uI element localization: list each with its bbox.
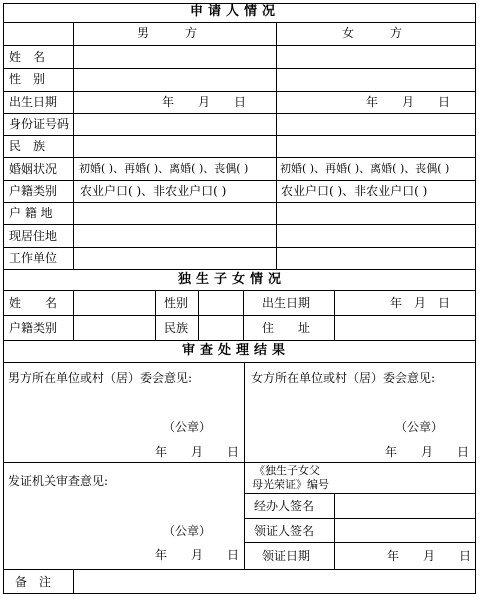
row-label-birthdate: 出生日期: [9, 95, 58, 109]
child-birthdate-format: 年 月 日: [390, 296, 451, 310]
child-hukou-type-label: 户籍类别: [9, 321, 58, 335]
rule: [3, 362, 476, 363]
male-hukou-options: 农业户口( )、非农业户口( ): [80, 184, 227, 198]
section-title-review: 审查处理结果: [182, 343, 291, 358]
male-opinion-label: 男方所在单位或村（居）委会意见:: [8, 371, 193, 385]
rule: [3, 593, 476, 594]
row-label-gender: 性 别: [9, 72, 46, 86]
female-birthdate-format: 年 月 日: [366, 95, 451, 109]
male-marital-options: 初婚( )、再婚( )、离婚( )、丧偶( ): [79, 162, 249, 175]
female-opinion-date: 年 月 日: [385, 445, 470, 459]
handler-sign-label: 经办人签名: [254, 499, 315, 513]
row-label-marital: 婚姻状况: [9, 162, 58, 176]
child-gender-label: 性别: [164, 296, 189, 310]
rule: [244, 518, 476, 519]
female-seal: （公章）: [395, 420, 444, 434]
section-title-child: 独生子女情况: [178, 272, 287, 287]
row-label-workplace: 工作单位: [9, 251, 58, 265]
rule: [244, 493, 476, 494]
female-hukou-options: 农业户口( )、非农业户口( ): [281, 184, 428, 198]
rule: [3, 269, 476, 270]
issuer-opinion-label: 发证机关审查意见:: [8, 474, 109, 488]
rule: [73, 290, 74, 340]
issuer-opinion-date: 年 月 日: [155, 548, 240, 562]
child-birthdate-label: 出生日期: [262, 296, 311, 310]
rule: [475, 3, 476, 594]
rule: [244, 542, 476, 543]
receiver-sign-label: 领证人签名: [254, 524, 315, 538]
child-address-label: 住 址: [262, 321, 311, 335]
row-label-ethnicity: 民 族: [9, 139, 46, 153]
child-name-label: 姓 名: [9, 296, 58, 310]
cert-number-label-line2: 母光荣证》编号: [252, 478, 329, 491]
male-birthdate-format: 年 月 日: [162, 95, 247, 109]
receive-date-format: 年 月 日: [387, 549, 472, 563]
row-label-residence: 现居住地: [9, 229, 58, 243]
rule: [276, 22, 277, 269]
rule: [73, 569, 74, 593]
male-header: 男 方: [137, 26, 198, 40]
rule: [198, 290, 199, 340]
issuer-seal: （公章）: [163, 524, 212, 538]
female-header: 女 方: [342, 26, 403, 40]
rule: [334, 290, 335, 340]
female-opinion-label: 女方所在单位或村（居）委会意见:: [251, 371, 436, 385]
section-title-applicant: 申请人情况: [190, 4, 281, 19]
male-opinion-date: 年 月 日: [155, 445, 240, 459]
row-label-hukou-type: 户籍类别: [9, 184, 58, 198]
cert-number-label-line1: 《独生子女父: [254, 464, 320, 477]
male-seal: （公章）: [163, 420, 212, 434]
remarks-label: 备 注: [15, 575, 52, 589]
rule: [3, 340, 476, 341]
row-label-hukou-place: 户 籍 地: [9, 206, 53, 220]
rule: [3, 3, 4, 594]
rule: [3, 462, 476, 463]
row-label-name: 姓 名: [9, 50, 46, 64]
rule: [73, 22, 74, 269]
female-marital-options: 初婚( )、再婚( )、离婚( )、丧偶( ): [280, 162, 450, 175]
row-label-id-number: 身份证号码: [9, 117, 70, 131]
rule: [244, 362, 245, 569]
rule: [155, 290, 156, 340]
receive-date-label: 领证日期: [262, 549, 311, 563]
child-ethnicity-label: 民族: [164, 321, 189, 335]
rule: [243, 290, 244, 340]
rule: [334, 493, 335, 569]
